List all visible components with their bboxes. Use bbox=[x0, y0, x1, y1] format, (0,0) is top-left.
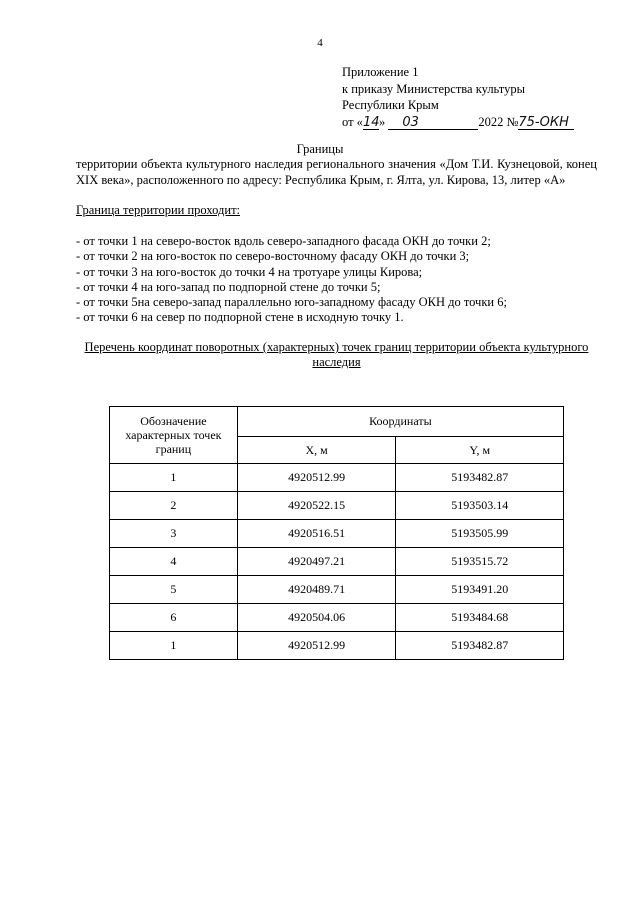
x-cell: 4920497.21 bbox=[237, 548, 396, 576]
x-cell: 4920522.15 bbox=[237, 492, 396, 520]
date-quote-close: » bbox=[378, 114, 386, 129]
appendix-order-line: к приказу Министерства культуры bbox=[342, 81, 525, 96]
table-row bbox=[110, 604, 564, 632]
table-row bbox=[110, 576, 564, 604]
x-cell: 4920489.71 bbox=[237, 576, 396, 604]
column-header-y: Y, м bbox=[396, 437, 564, 464]
boundary-point-list bbox=[76, 234, 507, 326]
point-cell: 4 bbox=[110, 548, 238, 576]
y-cell: 5193503.14 bbox=[396, 492, 564, 520]
x-cell: 4920512.99 bbox=[237, 464, 396, 492]
point-cell: 2 bbox=[110, 492, 238, 520]
document-title: Границы bbox=[296, 142, 344, 156]
table-row bbox=[110, 520, 564, 548]
column-header-designation: Обозначение характерных точек границ bbox=[110, 407, 238, 464]
date-day: 14 bbox=[362, 114, 380, 130]
boundary-heading: Граница территории проходит: bbox=[76, 203, 241, 217]
table-row bbox=[110, 548, 564, 576]
point-cell: 3 bbox=[110, 520, 238, 548]
table-row bbox=[110, 632, 564, 660]
column-header-coordinates: Координаты bbox=[237, 407, 563, 437]
point-cell: 5 bbox=[110, 576, 238, 604]
boundary-point-item: - от точки 2 на юго-восток по северо-восточному фасаду ОКН до точки 3; bbox=[76, 249, 470, 264]
date-prefix: от « bbox=[342, 114, 363, 129]
point-cell: 6 bbox=[110, 604, 238, 632]
appendix-republic-line: Республики Крым bbox=[342, 98, 439, 112]
x-cell: 4920504.06 bbox=[237, 604, 396, 632]
coordinates-table bbox=[109, 406, 564, 660]
page-number: 4 bbox=[317, 37, 323, 49]
coordinates-list-title: Перечень координат поворотных (характерных) точек границ территории объекта культурного наследия bbox=[84, 340, 589, 369]
point-cell: 1 bbox=[110, 464, 238, 492]
appendix-block bbox=[342, 64, 574, 130]
y-cell: 5193482.87 bbox=[396, 632, 564, 660]
table-row bbox=[110, 492, 564, 520]
boundary-point-item: - от точки 5на северо-запад параллельно юго-западному фасаду ОКН до точки 6; bbox=[76, 295, 507, 310]
y-cell: 5193515.72 bbox=[396, 548, 564, 576]
table-row bbox=[110, 464, 564, 492]
appendix-title: Приложение 1 bbox=[342, 65, 419, 79]
y-cell: 5193484.68 bbox=[396, 604, 564, 632]
order-number: 75-ОКН bbox=[518, 116, 574, 130]
appendix-date-line bbox=[342, 114, 574, 131]
y-cell: 5193491.20 bbox=[396, 576, 564, 604]
point-cell: 1 bbox=[110, 632, 238, 660]
boundary-point-item: - от точки 4 на юго-запад по подпорной стене до точки 5; bbox=[76, 279, 381, 294]
x-cell: 4920512.99 bbox=[237, 632, 396, 660]
date-month: 03 bbox=[388, 116, 478, 130]
boundary-point-item: - от точки 6 на север по подпорной стене в исходную точку 1. bbox=[76, 310, 404, 325]
object-description: территории объекта культурного наследия регионального значения «Дом Т.И. Кузнецовой, конец XIX века», расположенного по адресу: Республика Крым, г. Ялта, ул. Кирова, 13, литер «А» bbox=[76, 157, 597, 187]
boundary-point-item: - от точки 3 на юго-восток до точки 4 на тротуаре улицы Кирова; bbox=[76, 264, 423, 279]
boundary-point-item: - от точки 1 на северо-восток вдоль северо-западного фасада ОКН до точки 2; bbox=[76, 234, 491, 248]
date-year-number-label: 2022 № bbox=[478, 114, 519, 129]
column-header-x: X, м bbox=[237, 437, 396, 464]
y-cell: 5193505.99 bbox=[396, 520, 564, 548]
y-cell: 5193482.87 bbox=[396, 464, 564, 492]
x-cell: 4920516.51 bbox=[237, 520, 396, 548]
